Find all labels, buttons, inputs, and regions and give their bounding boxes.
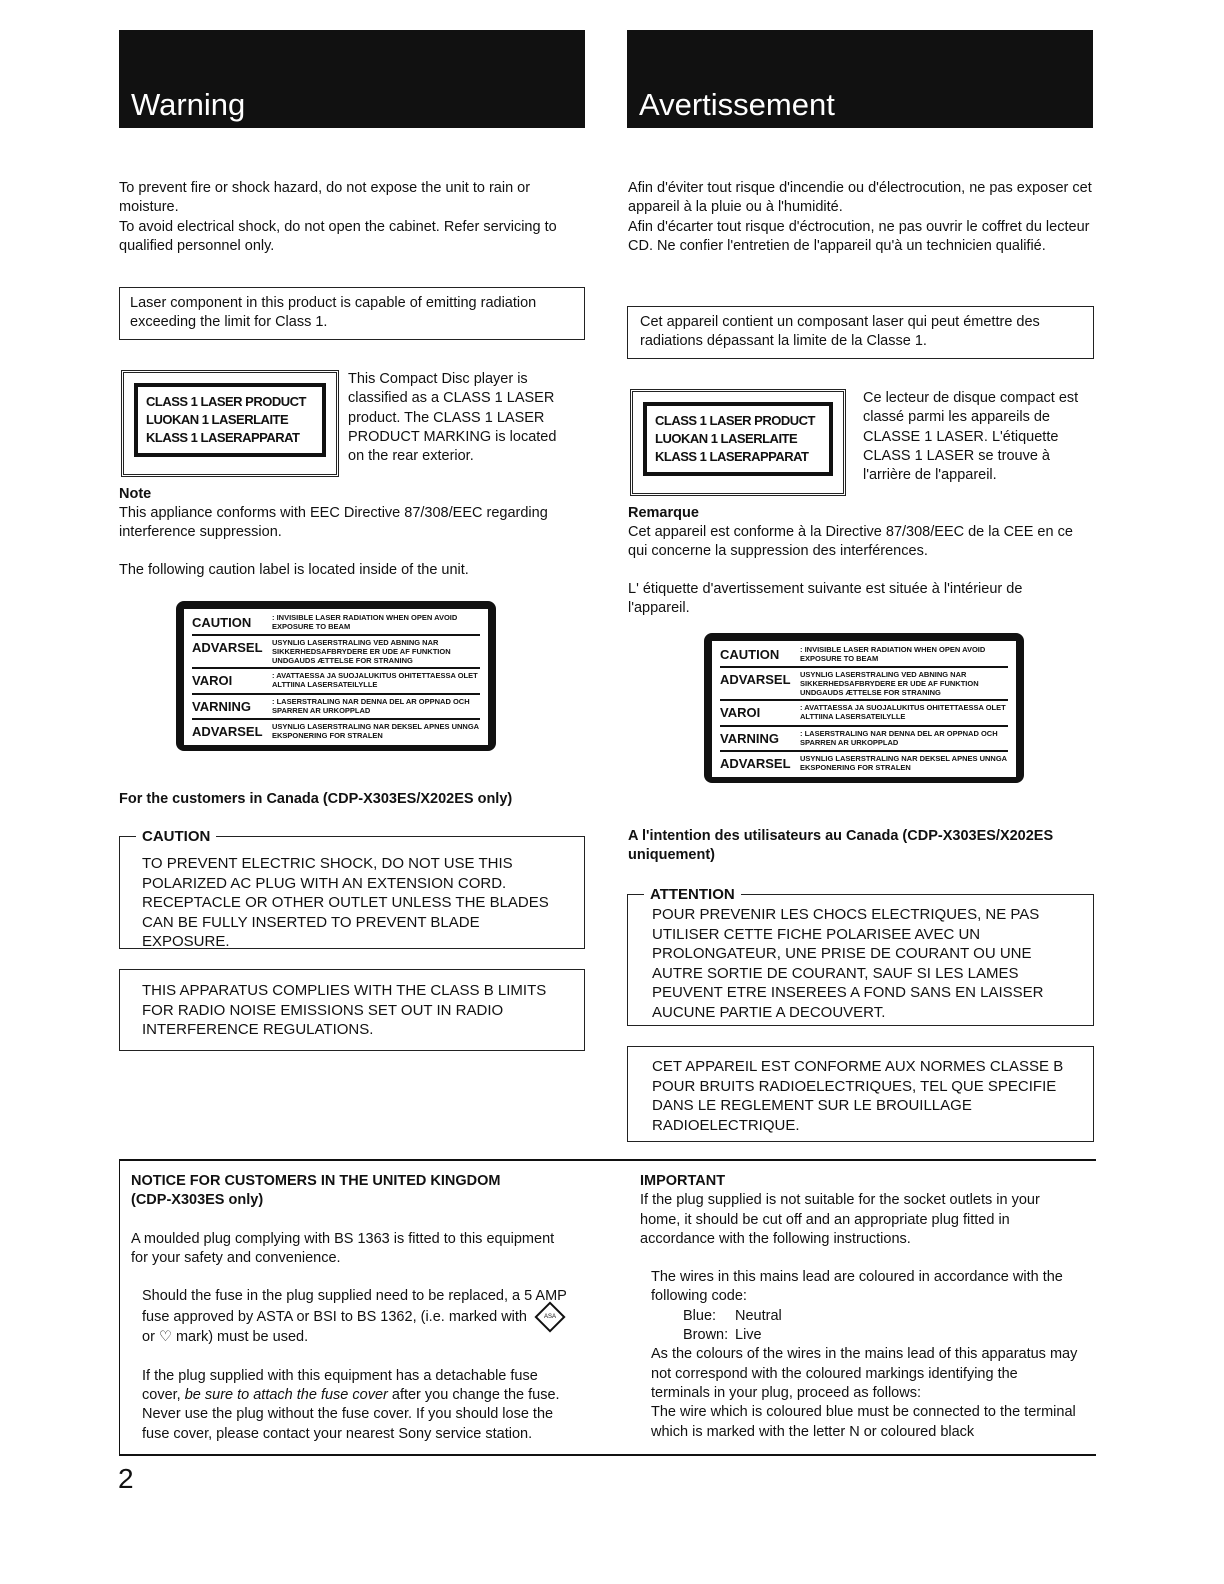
caution-lang-label: CAUTION bbox=[720, 647, 780, 662]
intro-line: Afin d'écarter tout risque d'éctrocution, ne pas ouvrir le coffret du lecteur CD. Ne confier l'entretien de l'appareil qu'à un technicien qualifié. bbox=[628, 218, 1090, 254]
caution-lang-label: ADVARSEL bbox=[720, 755, 791, 771]
note-title: Remarque bbox=[628, 505, 699, 521]
caution-lang-label: VAROI bbox=[192, 673, 233, 689]
caution-lang-label: VARNING bbox=[720, 730, 779, 746]
uk-left bbox=[131, 1172, 571, 1444]
caution-label-row bbox=[192, 669, 480, 694]
uk-fuse-paragraph bbox=[142, 1287, 571, 1348]
caution-label-row bbox=[192, 720, 480, 743]
note-text: Cet appareil est conforme à la Directive 87/308/EEC de la CEE en ce qui concerne la suppression des interférences. bbox=[628, 524, 1073, 560]
intro-line: Afin d'éviter tout risque d'incendie ou d'électrocution, ne pas exposer cet appareil à la pluie ou à l'humidité. bbox=[628, 180, 1092, 216]
caution-lang-label: ADVARSEL bbox=[192, 723, 263, 739]
class1-label bbox=[630, 389, 846, 496]
class-b-box: THIS APPARATUS COMPLIES WITH THE CLASS B LIMITS FOR RADIO NOISE EMISSIONS SET OUT IN RADIO INTERFERENCE REGULATIONS. bbox=[119, 969, 585, 1051]
important-title: IMPORTANT bbox=[640, 1173, 726, 1189]
caution-label-row bbox=[720, 643, 1008, 668]
text: Should the fuse in the plug supplied need to be replaced, a 5 AMP fuse approved by ASTA or BSI to BS 1362, (i.e. marked with bbox=[142, 1288, 567, 1326]
canada-title: For the customers in Canada (CDP-X303ES/X202ES only) bbox=[119, 791, 513, 807]
caution-lang-label: VAROI bbox=[720, 705, 761, 721]
warning-header: Warning bbox=[119, 30, 585, 128]
caution-lang-label: ADVARSEL bbox=[720, 672, 791, 688]
emphasis-text: be sure to attach the fuse cover bbox=[184, 1387, 388, 1404]
note-title: Note bbox=[119, 486, 152, 502]
text: If the plug supplied with this equipment has a detachable fuse cover, bbox=[142, 1367, 538, 1404]
warning-intro bbox=[119, 179, 585, 256]
caution-label-row bbox=[192, 636, 480, 669]
page-number: 2 bbox=[118, 1463, 134, 1494]
caution-label-row bbox=[192, 695, 480, 720]
caution-lang-text: USYNLIG LASERSTRALING NAR DEKSEL APNES UNNGA EKSPONERING FOR STRALEN bbox=[800, 753, 1007, 772]
uk-right bbox=[640, 1172, 1080, 1442]
caution-lang-text: : INVISIBLE LASER RADIATION WHEN OPEN AVOID EXPOSURE TO BEAM bbox=[800, 645, 986, 663]
caution-label-row bbox=[720, 752, 1008, 775]
caution-legend: CAUTION bbox=[136, 827, 216, 847]
label-line: KLASS 1 LASERAPPARAT bbox=[146, 430, 300, 445]
class1-text: This Compact Disc player is classified as a CLASS 1 LASER product. The CLASS 1 LASER PRODUCT MARKING is located on the rear exterior. bbox=[348, 371, 557, 465]
caution-label bbox=[176, 601, 496, 751]
caution-lang-text: : AVATTAESSA JA SUOJALUKITUS OHITETTAESSA OLET ALTTIINA LASERSATEILYLLE bbox=[272, 671, 478, 690]
note-text: This appliance conforms with EEC Directive 87/308/EEC regarding interference suppression. bbox=[119, 505, 548, 541]
wire-value: Neutral bbox=[735, 1307, 782, 1324]
caution-lang-text: : LASERSTRALING NAR DENNA DEL AR OPPNAD OCH SPARREN AR URKOPPLAD bbox=[800, 728, 998, 747]
text: The wires in this mains lead are coloured in accordance with the following code: bbox=[651, 1269, 1063, 1305]
bsi-kitemark-icon: ♡ bbox=[158, 1329, 172, 1346]
caution-lang-text: USYNLIG LASERSTRALING NAR DEKSEL APNES UNNGA EKSPONERING FOR STRALEN bbox=[272, 721, 479, 740]
class1-text: Ce lecteur de disque compact est classé parmi les appareils de CLASSE 1 LASER. L'étiquette CLASS 1 LASER se trouve à l'arrière de l'appareil. bbox=[863, 390, 1079, 484]
caution-label-row bbox=[720, 701, 1008, 726]
caution-lang-label: ADVARSEL bbox=[192, 640, 263, 656]
caution-lang-label: VARNING bbox=[192, 698, 251, 714]
caution-lang-text: : AVATTAESSA JA SUOJALUKITUS OHITETTAESSA OLET ALTTIINA LASERSATEILYLLE bbox=[800, 703, 1006, 722]
caution-label-row bbox=[192, 611, 480, 636]
wire-value: Live bbox=[735, 1327, 762, 1344]
caution-lang-text: : INVISIBLE LASER RADIATION WHEN OPEN AVOID EXPOSURE TO BEAM bbox=[272, 613, 458, 631]
label-line: CLASS 1 LASER PRODUCT bbox=[655, 413, 815, 428]
uk-cover-paragraph bbox=[142, 1367, 571, 1444]
wire-label: Brown: bbox=[683, 1327, 729, 1344]
label-line: KLASS 1 LASERAPPARAT bbox=[655, 449, 809, 464]
wire-label: Blue: bbox=[683, 1307, 717, 1324]
intro-line: To prevent fire or shock hazard, do not expose the unit to rain or moisture. bbox=[119, 180, 531, 216]
canada-caution-box bbox=[119, 828, 585, 950]
attention-legend: ATTENTION bbox=[644, 885, 741, 905]
caution-lang-text: USYNLIG LASERSTRALING VED ABNING NAR SIKKERHEDSAFBRYDERE ER UDE AF FUNKTION UNDGAUDS ÆTTELSE FOR STRANING bbox=[272, 638, 451, 666]
laser-notice-box: Cet appareil contient un composant laser qui peut émettre des radiations dépassant la limite de la Classe 1. bbox=[627, 306, 1094, 359]
intro-line: To avoid electrical shock, do not open the cabinet. Refer servicing to qualified personnel only. bbox=[119, 218, 557, 254]
caution-label-intro: The following caution label is located inside of the unit. bbox=[119, 562, 469, 578]
caution-label-row bbox=[720, 727, 1008, 752]
caution-lang-label: CAUTION bbox=[192, 615, 252, 630]
canada-title: A l'intention des utilisateurs au Canada (CDP-X303ES/X202ES uniquement) bbox=[628, 828, 1054, 864]
laser-notice-box: Laser component in this product is capable of emitting radiation exceeding the limit for Class 1. bbox=[119, 287, 585, 340]
uk-title: NOTICE FOR CUSTOMERS IN THE UNITED KINGDOM bbox=[131, 1173, 501, 1189]
caution-text: POUR PREVENIR LES CHOCS ELECTRIQUES, NE PAS UTILISER CETTE FICHE POLARISEE AVEC UN PROLONGATEUR, UNE PRISE DE COURANT OU UNE AUTRE SORTIE DE COURANT, SAUF SI LES LAMES PEUVENT ETRE INSEREES A FOND SANS EN LAISSER AUCUNE PARTIE A DECOUVERT. bbox=[652, 906, 1044, 1021]
text: The wire which is coloured blue must be connected to the terminal which is marked with the letter N or coloured black bbox=[651, 1404, 1076, 1440]
caution-label bbox=[704, 633, 1024, 783]
text: after you change the fuse. Never use the plug without the fuse cover. If you should lose the fuse cover, please contact your nearest Sony service station. bbox=[142, 1387, 560, 1442]
asta-mark-icon bbox=[534, 1302, 565, 1333]
wire-code bbox=[651, 1268, 1080, 1442]
caution-lang-text: USYNLIG LASERSTRALING VED ABNING NAR SIKKERHEDSAFBRYDERE ER UDE AF FUNKTION UNDGAUDS ÆTTELSE FOR STRANING bbox=[800, 670, 979, 698]
avertissement-header: Avertissement bbox=[627, 30, 1093, 128]
text: As the colours of the wires in the mains lead of this apparatus may not correspond with the coloured markings identifying the terminals in your plug, proceed as follows: bbox=[651, 1346, 1078, 1401]
class-b-box: CET APPAREIL EST CONFORME AUX NORMES CLASSE B POUR BRUITS RADIOELECTRIQUES, TEL QUE SPECIFIE DANS LE REGLEMENT SUR LE BROUILLAGE RADIOELECTRIQUE. bbox=[627, 1046, 1094, 1142]
caution-label-intro: L' étiquette d'avertissement suivante est située à l'intérieur de l'appareil. bbox=[628, 581, 1023, 617]
asta-text: ASA bbox=[544, 1314, 557, 1321]
caution-lang-text: : LASERSTRALING NAR DENNA DEL AR OPPNAD OCH SPARREN AR URKOPPLAD bbox=[272, 696, 470, 715]
caution-label-row bbox=[720, 668, 1008, 701]
label-line: LUOKAN 1 LASERLAITE bbox=[146, 412, 289, 427]
class1-label bbox=[121, 370, 339, 477]
avertissement-intro bbox=[628, 179, 1094, 256]
label-line: CLASS 1 LASER PRODUCT bbox=[146, 394, 306, 409]
canada-caution-box bbox=[627, 886, 1094, 1026]
text: mark) must be used. bbox=[175, 1329, 309, 1346]
text: or bbox=[142, 1329, 155, 1346]
caution-text: TO PREVENT ELECTRIC SHOCK, DO NOT USE THIS POLARIZED AC PLUG WITH AN EXTENSION CORD. RECEPTACLE OR OTHER OUTLET UNLESS THE BLADES CAN BE FULLY INSERTED TO PREVENT BLADE EXPOSURE. bbox=[142, 855, 549, 950]
uk-paragraph: A moulded plug complying with BS 1363 is fitted to this equipment for your safety and convenience. bbox=[131, 1230, 555, 1266]
label-line: LUOKAN 1 LASERLAITE bbox=[655, 431, 798, 446]
uk-subtitle: (CDP-X303ES only) bbox=[131, 1192, 264, 1209]
important-paragraph: If the plug supplied is not suitable for the socket outlets in your home, it should be cut off and an appropriate plug fitted in accordance with the following instructions. bbox=[640, 1192, 1040, 1247]
